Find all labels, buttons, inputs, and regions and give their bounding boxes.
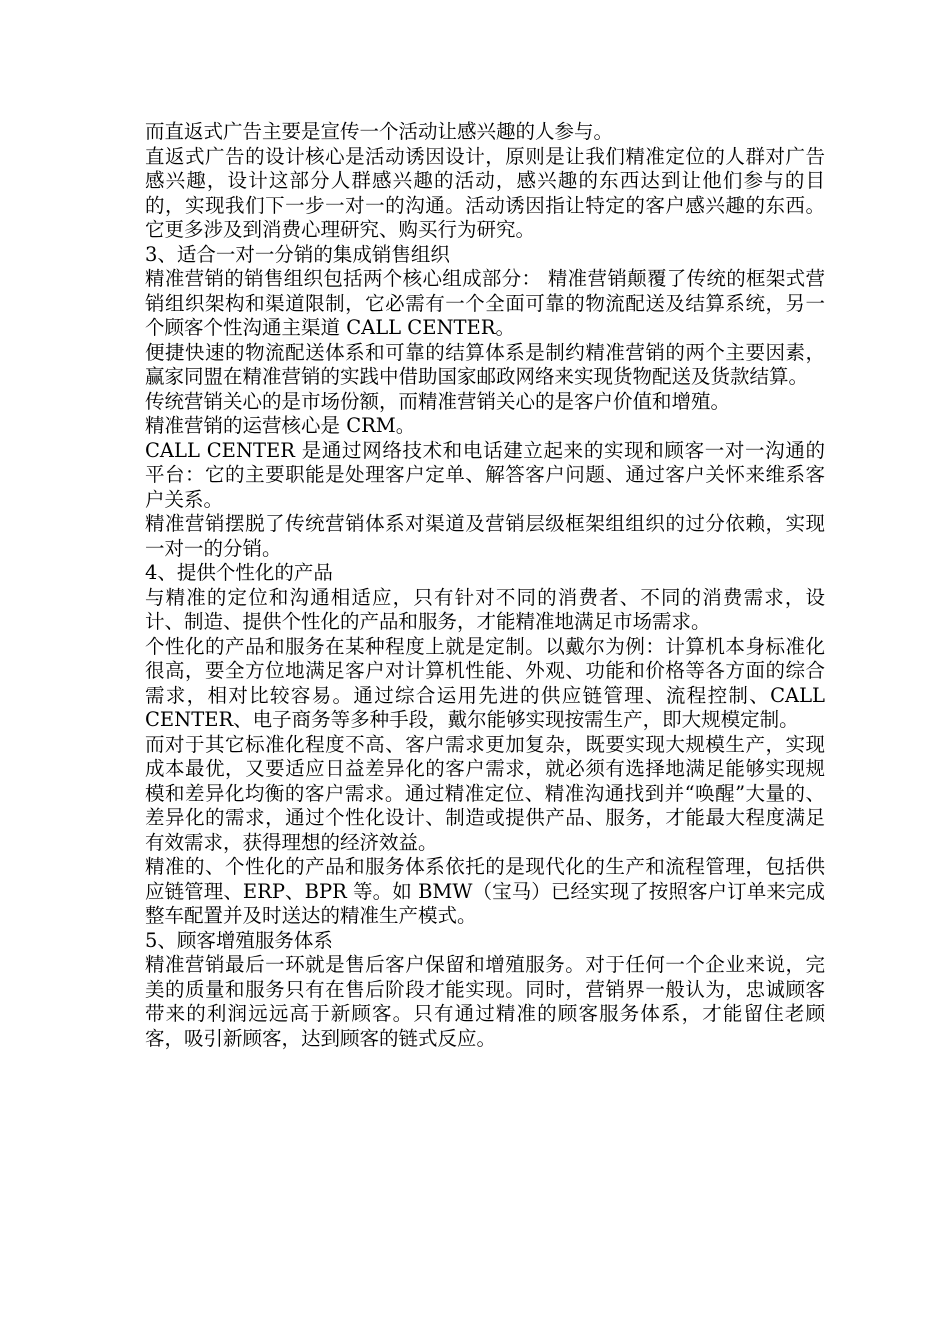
paragraph: CALL CENTER 是通过网络技术和电话建立起来的实现和顾客一对一沟通的平台：它的主要职能是处理客户定单、解答客户问题、通过客户关怀来维系客户关系。	[145, 438, 825, 511]
paragraph: 个性化的产品和服务在某种程度上就是定制。以戴尔为例：计算机本身标准化很高，要全方位地满足客户对计算机性能、外观、功能和价格等各方面的综合需求，相对比较容易。通过综合运用先进的供应链管理、流程控制、CALL CENTER、电子商务等多种手段，戴尔能够实现按需生产，即大规模定制。	[145, 634, 825, 731]
section-heading: 5、顾客增殖服务体系	[145, 928, 333, 952]
paragraph: 精准营销最后一环就是售后客户保留和增殖服务。对于任何一个企业来说，完美的质量和服务只有在售后阶段才能实现。同时，营销界一般认为，忠诚顾客带来的利润远远高于新顾客。只有通过精准的顾客服务体系，才能留住老顾客，吸引新顾客，达到顾客的链式反应。	[145, 953, 825, 1050]
paragraph: 直返式广告的设计核心是活动诱因设计，原则是让我们精准定位的人群对广告感兴趣，设计这部分人群感兴趣的活动，感兴趣的东西达到让他们参与的目的，实现我们下一步一对一的沟通。活动诱因指让特定的客户感兴趣的东西。它更多涉及到消费心理研究、购买行为研究。	[145, 144, 825, 241]
paragraph: 而直返式广告主要是宣传一个活动让感兴趣的人参与。	[145, 120, 614, 143]
paragraph: 精准营销的销售组织包括两个核心组成部分： 精准营销颠覆了传统的框架式营销组织架构和渠道限制，它必需有一个全面可靠的物流配送及结算系统，另一个顾客个性沟通主渠道 CALL CENTER。	[145, 267, 825, 339]
paragraph: 便捷快速的物流配送体系和可靠的结算体系是制约精准营销的两个主要因素，赢家同盟在精准营销的实践中借助国家邮政网络来实现货物配送及货款结算。	[145, 340, 825, 388]
document-body	[145, 120, 825, 1051]
paragraph: 精准营销的运营核心是 CRM。	[145, 414, 416, 437]
section-heading: 3、适合一对一分销的集成销售组织	[145, 242, 450, 266]
paragraph: 精准营销摆脱了传统营销体系对渠道及营销层级框架组组织的过分依赖，实现一对一的分销。	[145, 512, 825, 560]
paragraph: 传统营销关心的是市场份额，而精准营销关心的是客户价值和增殖。	[145, 389, 731, 413]
section-heading: 4、提供个性化的产品	[145, 561, 333, 584]
paragraph: 精准的、个性化的产品和服务体系依托的是现代化的生产和流程管理，包括供应链管理、ERP、BPR 等。如 BMW（宝马）已经实现了按照客户订单来完成整车配置并及时送达的精准生产模式。	[145, 855, 825, 927]
paragraph: 与精准的定位和沟通相适应，只有针对不同的消费者、不同的消费需求，设计、制造、提供个性化的产品和服务，才能精准地满足市场需求。	[145, 585, 825, 633]
paragraph: 而对于其它标准化程度不高、客户需求更加复杂，既要实现大规模生产，实现成本最优，又要适应日益差异化的客户需求，就必须有选择地满足能够实现规模和差异化均衡的客户需求。通过精准定位、精准沟通找到并“唤醒”大量的、差异化的需求，通过个性化设计、制造或提供产品、服务，才能最大程度满足有效需求，获得理想的经济效益。	[145, 732, 825, 854]
